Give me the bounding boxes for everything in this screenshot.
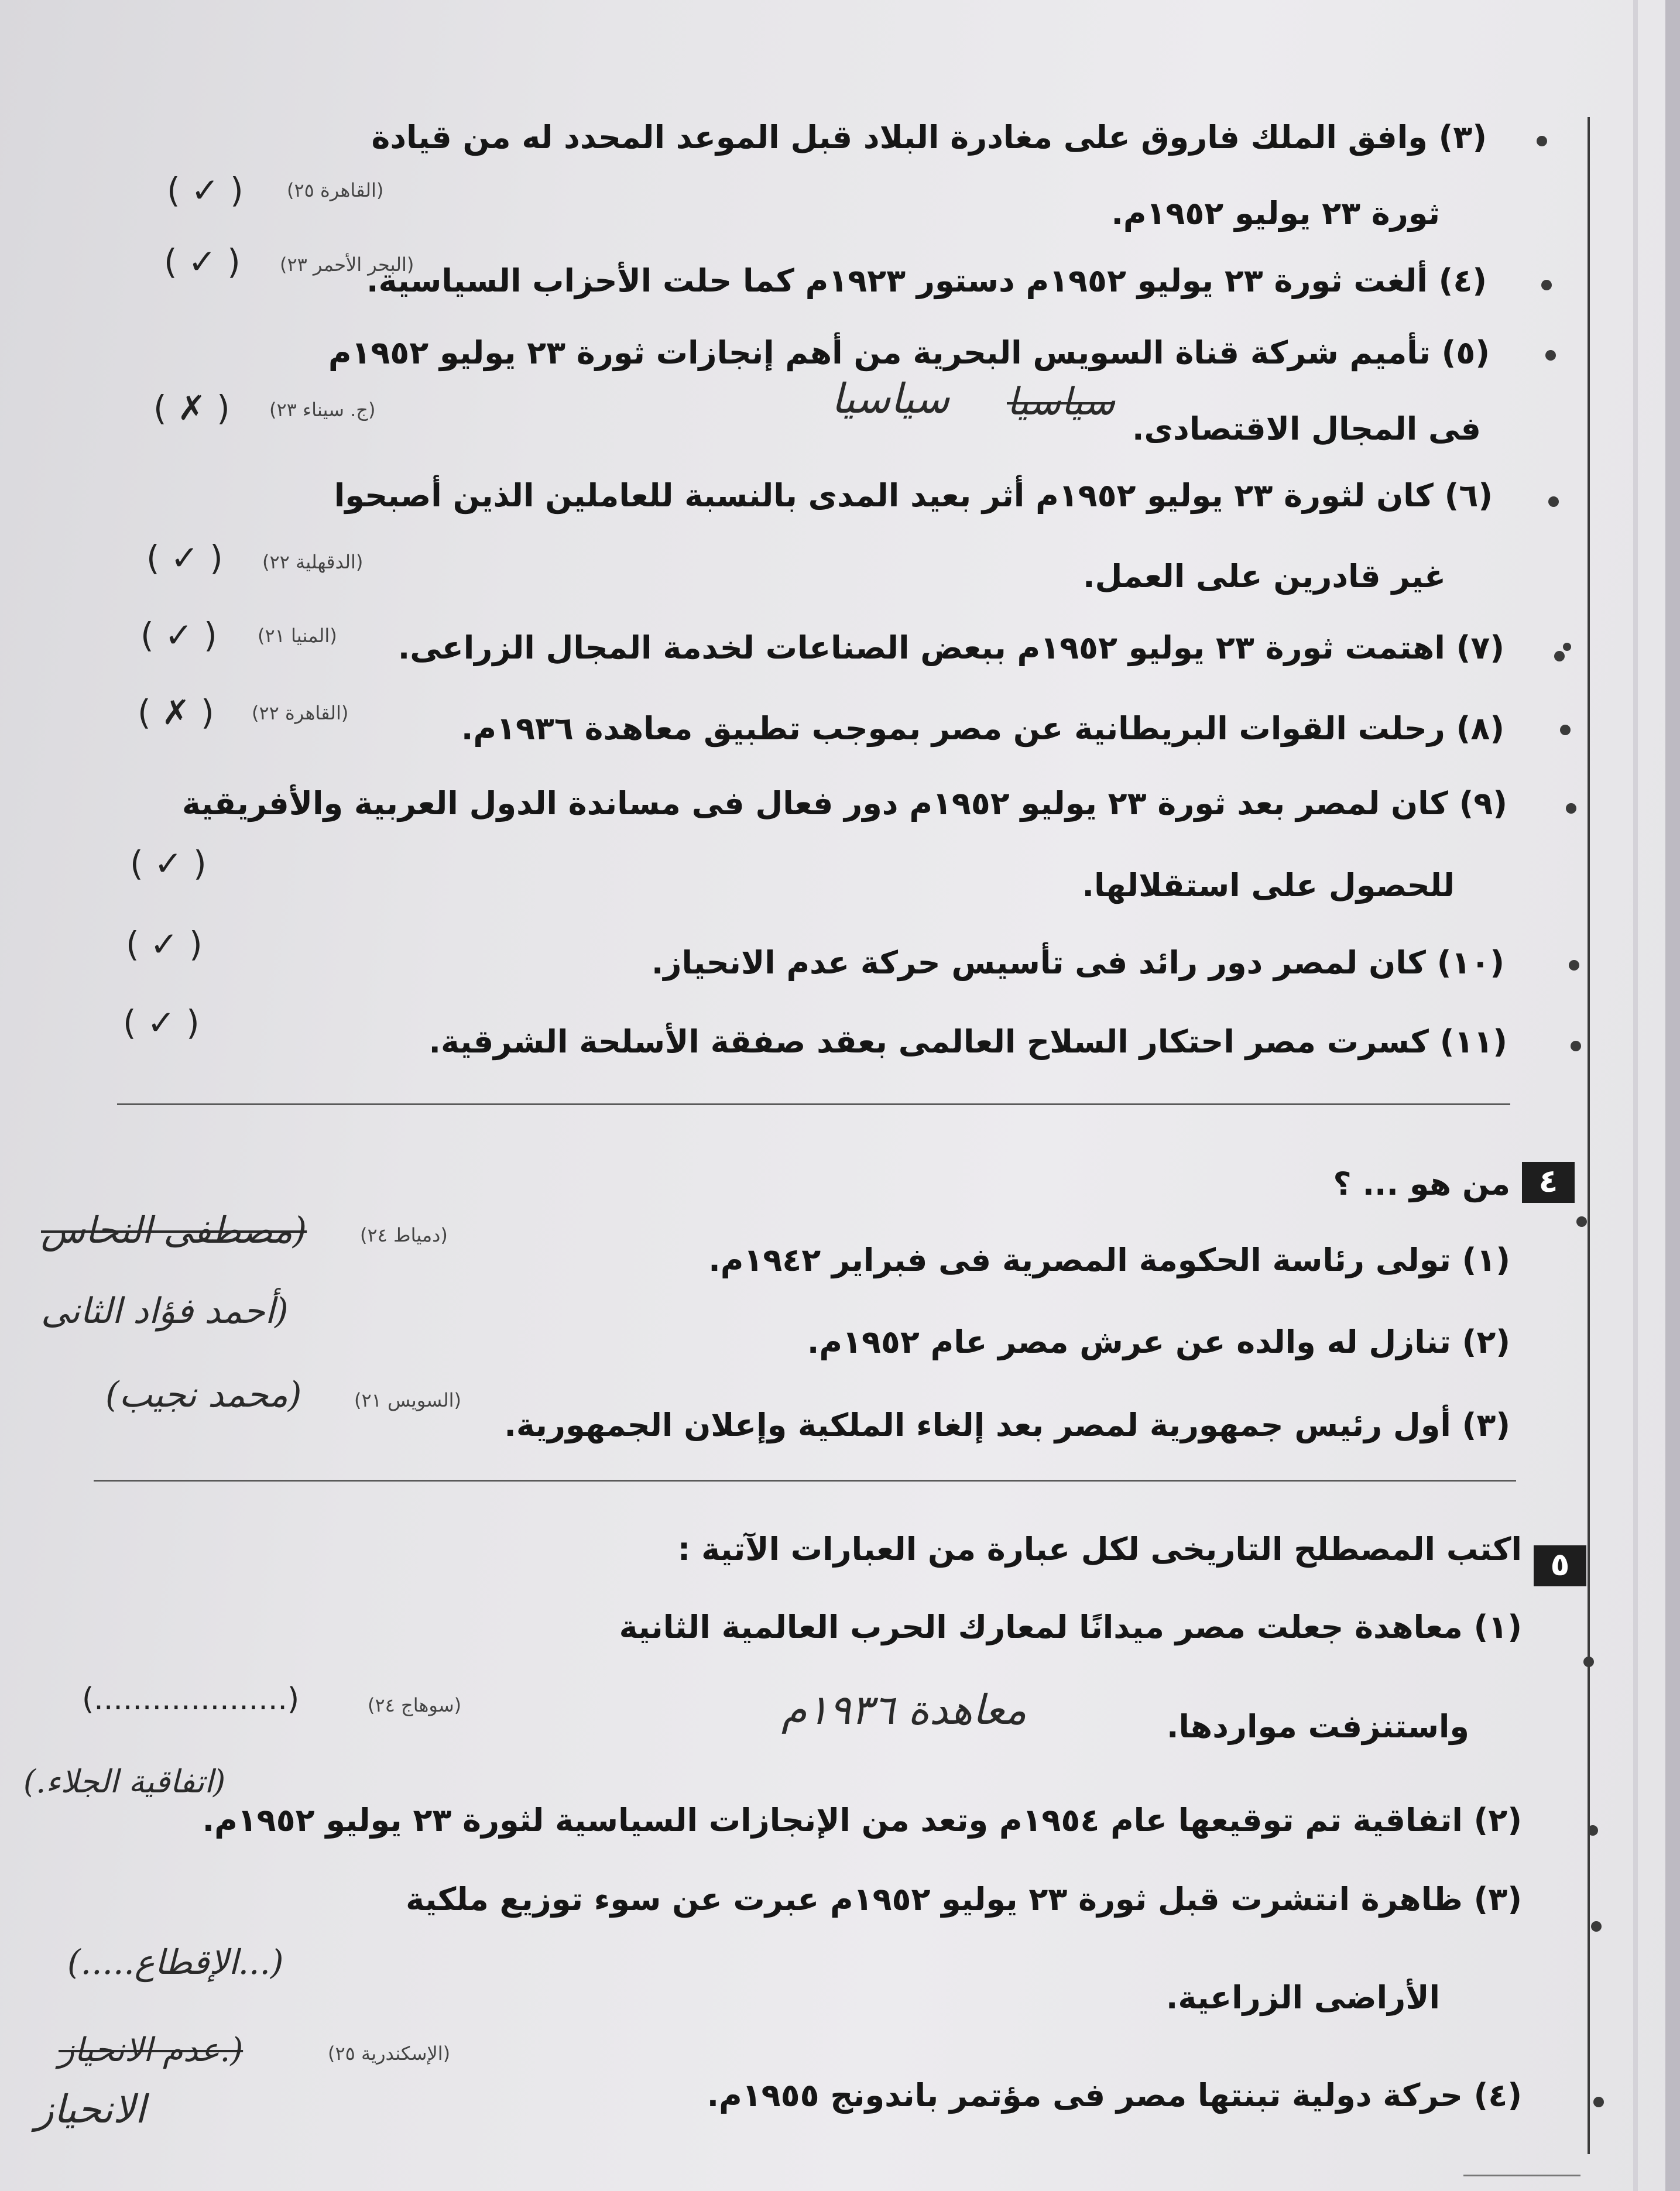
section4-title: من هو ... ؟ bbox=[1333, 1165, 1510, 1202]
s3-item5-line1: (٥) تأميم شركة قناة السويس البحرية من أهم إنجازات ثورة ٢٣ يوليو ١٩٥٢م bbox=[328, 334, 1490, 371]
s3-item5-line2: فى المجال الاقتصادى. bbox=[1132, 410, 1481, 447]
bullet-dot bbox=[1545, 350, 1556, 361]
section4-badge: ٤ bbox=[1522, 1162, 1575, 1203]
s5-item1-line2: واستنزفت مواردها. bbox=[1166, 1708, 1469, 1745]
s4-item3-answer[interactable]: (محمد نجيب) bbox=[105, 1374, 302, 1415]
s3-item3-answer[interactable]: ( ✓ ) bbox=[167, 170, 244, 210]
s3-item11-line1: (١١) كسرت مصر احتكار السلاح العالمى بعقد صفقة الأسلحة الشرقية. bbox=[428, 1023, 1507, 1060]
page-edge-shadow bbox=[1633, 0, 1638, 2191]
s3-item4-source: (البحر الأحمر ٢٣) bbox=[280, 253, 414, 276]
s3-item8-source: (القاهرة ٢٢) bbox=[252, 702, 349, 724]
bullet-dot bbox=[1588, 1825, 1598, 1836]
s5-item4-line1: (٤) حركة دولية تبنتها مصر فى مؤتمر باندونج ١٩٥٥م. bbox=[707, 2077, 1522, 2114]
s5-item4-source: (الإسكندرية ٢٥) bbox=[328, 2042, 451, 2065]
s3-item7-line1: (٧) اهتمت ثورة ٢٣ يوليو ١٩٥٢م ببعض الصناعات لخدمة المجال الزراعى. bbox=[397, 629, 1504, 666]
s3-item5-struck-word: سياسيا bbox=[1007, 380, 1115, 424]
section5-title: اكتب المصطلح التاريخى لكل عبارة من العبارات الآتية : bbox=[677, 1531, 1522, 1568]
s3-item9-line2: للحصول على استقلالها. bbox=[1082, 867, 1455, 904]
bullet-dot bbox=[1569, 960, 1579, 971]
s4-item1-answer[interactable]: (مصطفى النحاس bbox=[41, 1209, 307, 1251]
s3-item4-line1: (٤) ألغت ثورة ٢٣ يوليو ١٩٥٢م دستور ١٩٢٣م كما حلت الأحزاب السياسية. bbox=[366, 262, 1487, 299]
s5-item1-answer[interactable]: (....................) bbox=[82, 1682, 300, 1717]
bullet-dot bbox=[1571, 1041, 1581, 1051]
s5-item1-handwritten: معاهدة ١٩٣٦م bbox=[781, 1686, 1027, 1734]
s4-item2-text: (٢) تنازل له والده عن عرش مصر عام ١٩٥٢م. bbox=[807, 1323, 1510, 1360]
s3-item3-line2: ثورة ٢٣ يوليو ١٩٥٢م. bbox=[1111, 195, 1440, 232]
s3-item11-answer[interactable]: ( ✓ ) bbox=[123, 1003, 200, 1043]
s3-item9-line1: (٩) كان لمصر بعد ثورة ٢٣ يوليو ١٩٥٢م دور فعال فى مساندة الدول العربية والأفريقية bbox=[181, 785, 1507, 822]
s4-item3-source: (السويس ٢١) bbox=[354, 1389, 461, 1411]
bullet-dot bbox=[1541, 280, 1552, 290]
section-divider bbox=[117, 1103, 1510, 1105]
bullet-dot bbox=[1591, 1921, 1602, 1932]
bullet-dot bbox=[1593, 2097, 1604, 2107]
bullet-dot bbox=[1576, 1216, 1587, 1227]
s3-item3-source: (القاهرة ٢٥) bbox=[287, 179, 384, 201]
bullet-dot bbox=[1583, 1657, 1594, 1667]
bullet-dot bbox=[1537, 136, 1547, 146]
page-bottom-rule bbox=[1463, 2175, 1580, 2176]
bullet-dot bbox=[1563, 643, 1571, 651]
s4-item1-text: (١) تولى رئاسة الحكومة المصرية فى فبراير ١٩٤٢م. bbox=[708, 1242, 1510, 1278]
page-edge bbox=[1665, 0, 1680, 2191]
s3-item6-line2: غير قادرين على العمل. bbox=[1083, 558, 1446, 595]
s3-item5-source: (ج. سيناء ٢٣) bbox=[269, 399, 376, 421]
s3-item10-answer[interactable]: ( ✓ ) bbox=[126, 924, 203, 964]
s5-item1-source: (سوهاج ٢٤) bbox=[368, 1694, 462, 1716]
s4-item1-source: (دمياط ٢٤) bbox=[360, 1224, 448, 1246]
section-divider bbox=[94, 1480, 1516, 1482]
s5-item2-answer[interactable]: (اتفاقية الجلاء.) bbox=[23, 1763, 226, 1800]
s3-item8-line1: (٨) رحلت القوات البريطانية عن مصر بموجب تطبيق معاهدة ١٩٣٦م. bbox=[461, 710, 1504, 747]
s3-item5-handwritten: سياسيا bbox=[831, 375, 950, 423]
s3-item6-source: (الدقهلية ٢٢) bbox=[262, 551, 364, 573]
s5-item2-line1: (٢) اتفاقية تم توقيعها عام ١٩٥٤م وتعد من الإنجازات السياسية لثورة ٢٣ يوليو ١٩٥٢م. bbox=[202, 1802, 1522, 1839]
s3-item9-answer[interactable]: ( ✓ ) bbox=[130, 844, 207, 883]
s4-item3-text: (٣) أول رئيس جمهورية لمصر بعد إلغاء الملكية وإعلان الجمهورية. bbox=[504, 1407, 1510, 1443]
s3-item4-answer[interactable]: ( ✓ ) bbox=[164, 242, 241, 282]
margin-rule bbox=[1588, 117, 1590, 2154]
s5-item3-line1: (٣) ظاهرة انتشرت قبل ثورة ٢٣ يوليو ١٩٥٢م عبرت عن سوء توزيع ملكية bbox=[406, 1881, 1522, 1918]
s3-item6-answer[interactable]: ( ✓ ) bbox=[146, 538, 223, 578]
s3-item8-answer[interactable]: ( ✗ ) bbox=[138, 692, 214, 732]
s3-item5-answer[interactable]: ( ✗ ) bbox=[153, 388, 230, 428]
s3-item7-source: (المنيا ٢١) bbox=[258, 625, 337, 647]
s5-item4-answer-continued: الانحياز bbox=[35, 2087, 146, 2132]
s3-item6-line1: (٦) كان لثورة ٢٣ يوليو ١٩٥٢م أثر بعيد المدى بالنسبة للعاملين الذين أصبحوا bbox=[334, 477, 1493, 514]
s3-item3-line1: (٣) وافق الملك فاروق على مغادرة البلاد قبل الموعد المحدد له من قيادة bbox=[371, 119, 1487, 156]
section5-badge: ٥ bbox=[1534, 1545, 1586, 1586]
s5-item3-answer[interactable]: (...الإقطاع.....) bbox=[67, 1942, 284, 1982]
s5-item1-line1: (١) معاهدة جعلت مصر ميدانًا لمعارك الحرب العالمية الثانية bbox=[619, 1609, 1522, 1645]
s3-item10-line1: (١٠) كان لمصر دور رائد فى تأسيس حركة عدم الانحياز. bbox=[651, 944, 1504, 981]
s5-item4-answer[interactable]: (.عدم الانحياز bbox=[59, 2031, 244, 2069]
s4-item2-answer[interactable]: (أحمد فؤاد الثانى bbox=[41, 1291, 289, 1332]
s3-item7-answer[interactable]: ( ✓ ) bbox=[140, 615, 217, 655]
bullet-dot bbox=[1566, 803, 1576, 814]
bullet-dot bbox=[1554, 651, 1565, 661]
bullet-dot bbox=[1548, 496, 1559, 507]
bullet-dot bbox=[1560, 725, 1571, 735]
s5-item3-line2: الأراضى الزراعية. bbox=[1165, 1979, 1440, 2016]
